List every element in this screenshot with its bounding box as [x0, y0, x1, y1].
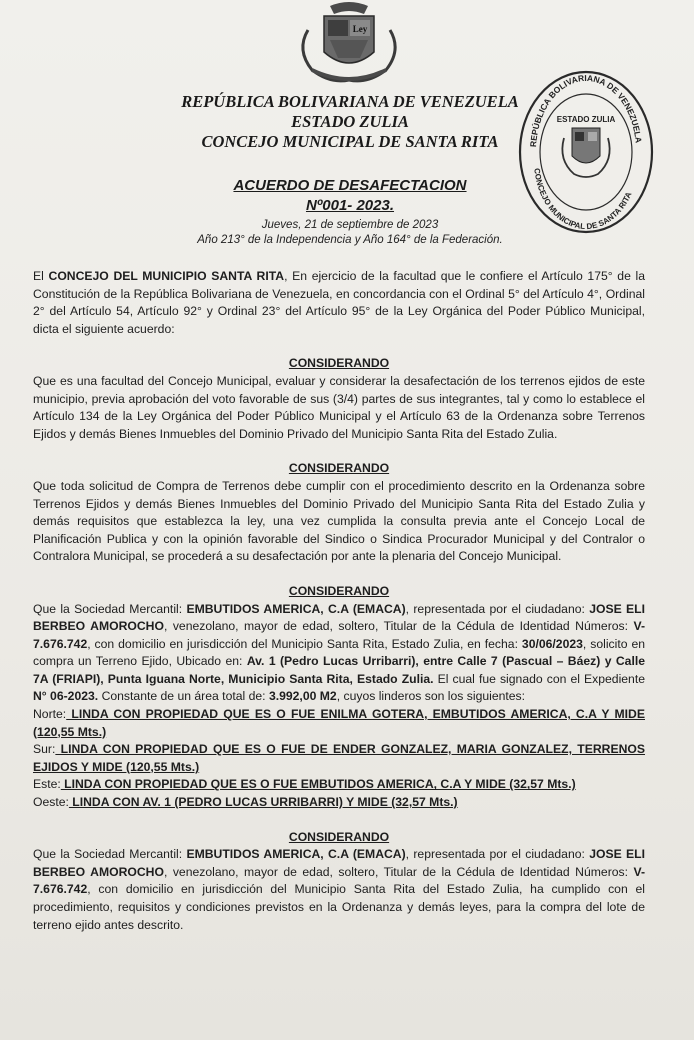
intro-paragraph: El CONCEJO DEL MUNICIPIO SANTA RITA, En ejercicio de la facultad que le confiere el Artículo 175° de la Constitución de la República Bolivariana de Venezuela, en concordancia con el Ordinal 5° del Artículo 4°, Ordinal 2° del Artículo 54, Artículo 92° y Ordinal 23° del Artículo 95° de la Ley Orgánica del Poder Público Municipal, dicta el siguiente acuerdo: [33, 269, 645, 336]
considerando-paragraph-4: Que la Sociedad Mercantil: EMBUTIDOS AMERICA, C.A (EMACA), representada por el ciudadano: JOSE ELI BERBEO AMOROCHO, venezolano, mayor de edad, soltero, Titular de la Cédula de Identidad Números: V- 7.676.742, con domicilio en jurisdicción del Municipio Santa Rita del Estado Zulia, ha cumplido con el procedimiento, requisitos y condiciones previstos en la Ordenanza y demás leyes, para la compra del lote de terreno ejido antes descrito. [33, 847, 645, 932]
institution-header [160, 92, 540, 152]
document-date [150, 218, 550, 248]
boundary-south: Sur: LINDA CON PROPIEDAD QUE ES O FUE DE ENDER GONZALEZ, MARIA GONZALEZ, TERRENOS EJIDOS Y MIDE (120,55 Mts.) [33, 742, 645, 774]
stamp-bottom-text: CONCEJO MUNICIPAL DE SANTA RITA [532, 167, 634, 232]
independence-year-line: Año 213° de la Independencia y Año 164° de la Federación. [197, 234, 503, 246]
title-number: Nº001- 2023. [305, 197, 395, 214]
official-stamp [514, 66, 658, 236]
stamp-inner-text: ESTADO ZULIA [556, 115, 616, 124]
council-name: CONCEJO DEL MUNICIPIO SANTA RITA [48, 269, 285, 283]
document-body [33, 268, 645, 934]
considerando-paragraph-3: Que la Sociedad Mercantil: EMBUTIDOS AMERICA, C.A (EMACA), representada por el ciudadano: JOSE ELI BERBEO AMOROCHO, venezolano, mayor de edad, soltero, Titular de la Cédula de Identidad Números: V- 7.676.742, con domicilio en jurisdicción del Municipio Santa Rita, Estado Zulia, en fecha: 30/06/2023, solicito en compra un Terreno Ejido, Ubicado en: Av. 1 (Pedro Lucas Urribarri), entre Calle 7 (Pascual – Báez) y Calle 7A (FRIAPI), Punta Iguana Norte, Municipio Santa Rita, Estado Zulia. El cual fue signado con el Expediente N° 06-2023. Constante de un área total de: 3.992,00 M2, cuyos linderos son los siguientes: [33, 601, 646, 704]
coat-of-arms-emblem [290, 0, 408, 90]
considerando-paragraph-1: Que es una facultad del Concejo Municipal, evaluar y considerar la desafectación de los terrenos ejidos de este municipio, previa aprobación del voto favorable de sus (3/4) partes de sus integrantes, tal y como lo establece el Artículo 134 de la Ley Orgánica del Poder Público Municipal y el Artículo 63 de la Ordenanza sobre Terrenos Ejidos y demás Bienes Inmuebles del Dominio Privado del Municipio Santa Rita del Estado Zulia. [33, 373, 645, 441]
document-title [180, 176, 520, 216]
considerando-heading-4: CONSIDERANDO [288, 829, 390, 844]
boundary-west: Oeste: LINDA CON AV. 1 (PEDRO LUCAS URRIBARRI) Y MIDE (32,57 Mts.) [33, 795, 458, 810]
header-council: CONCEJO MUNICIPAL DE SANTA RITA [201, 132, 499, 151]
title-line-1: ACUERDO DE DESAFECTACION [233, 177, 467, 194]
boundary-north: Norte: LINDA CON PROPIEDAD QUE ES O FUE ENILMA GOTERA, EMBUTIDOS AMERICA, C.A Y MIDE (120,55 Mts.) [33, 707, 645, 739]
emblem-banner-text: Ley [352, 24, 368, 34]
date-line: Jueves, 21 de septiembre de 2023 [261, 219, 439, 231]
stamp-ring-text: REPÚBLICA BOLIVARIANA DE VENEZUELA [528, 72, 644, 148]
considerando-paragraph-2: Que toda solicitud de Compra de Terrenos debe cumplir con el procedimiento descrito en la Ordenanza sobre Terrenos Ejidos y demás Bienes Inmuebles del Dominio Privado del Municipio Santa Rita del Estado Zulia y demás requisitos que establezca la ley, una vez cumplida la consulta previa ante el Concejo Local de Planificación Publica y con la opinión favorable del Sindico o Sindica Procurador Municipal y del Contralor o Contralora Municipal, se procederá a su desafectación por ante la plenaria del Concejo Municipal. [33, 478, 645, 564]
considerando-heading-2: CONSIDERANDO [288, 461, 390, 476]
considerando-heading-1: CONSIDERANDO [288, 356, 390, 371]
header-state: ESTADO ZULIA [291, 112, 409, 131]
header-republic: REPÚBLICA BOLIVARIANA DE VENEZUELA [181, 92, 519, 111]
boundary-east: Este: LINDA CON PROPIEDAD QUE ES O FUE EMBUTIDOS AMERICA, C.A Y MIDE (32,57 Mts.) [33, 777, 576, 792]
considerando-heading-3: CONSIDERANDO [288, 583, 390, 598]
